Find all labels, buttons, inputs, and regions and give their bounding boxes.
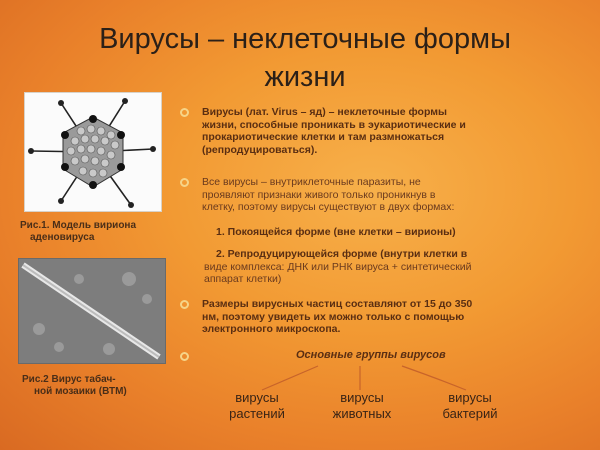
group-bacteria: вирусы бактерий <box>442 390 498 421</box>
figure-1-caption: Рис.1. Модель вириона аденовируса <box>20 220 137 243</box>
figure-2-caption: Рис.2 Вирус табач- ной мозаики (ВТМ) <box>22 374 127 397</box>
group-animals: вирусы животных <box>332 390 392 421</box>
group-plants: вирусы растений <box>229 390 285 421</box>
form-resting: 1. Покоящейся форме (вне клетки – вирионы) <box>216 226 456 238</box>
title-line-1: Вирусы – неклеточные формы <box>99 23 511 55</box>
title-line-2: жизни <box>264 61 346 93</box>
form-reproducing: 2. Репродуцирующейся форме (внутри клетки в виде комплекса: ДНК или РНК вируса + синтетический аппарат клетки) <box>204 248 472 285</box>
virus-groups-title: Основные группы вирусов <box>296 349 446 361</box>
